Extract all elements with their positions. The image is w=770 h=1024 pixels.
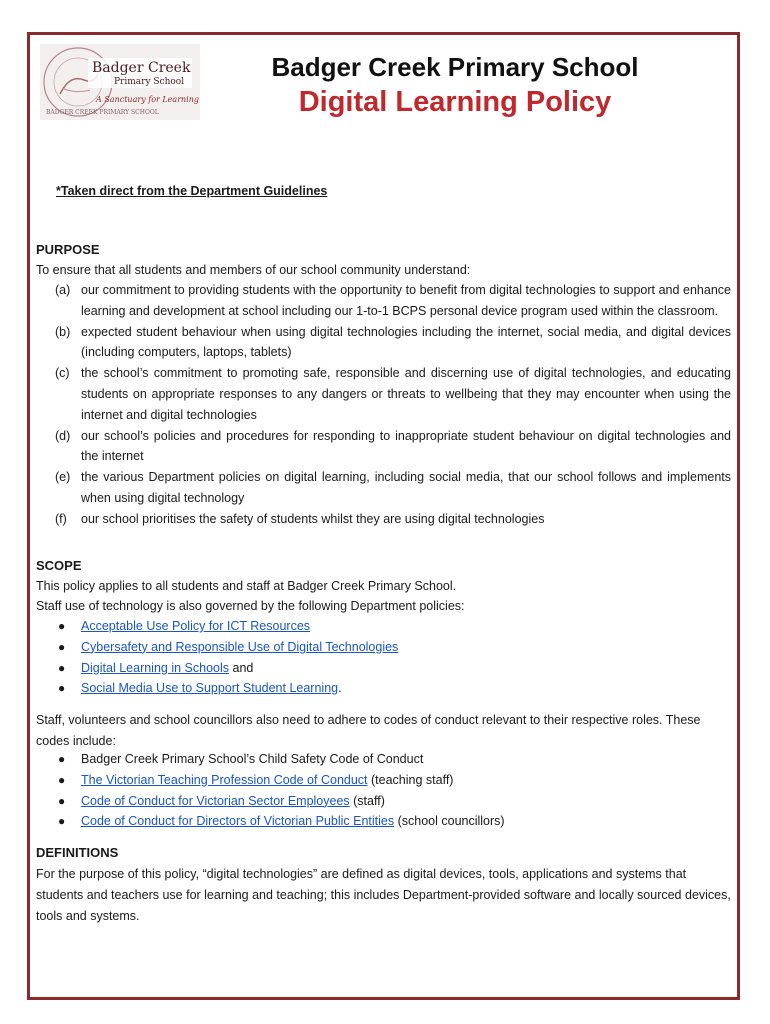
logo-tagline: A Sanctuary for Learning xyxy=(96,95,199,104)
policy-title: Digital Learning Policy xyxy=(298,86,612,118)
code-of-conduct-item xyxy=(36,811,731,832)
item-suffix: and xyxy=(229,660,254,675)
purpose-item-text: our school prioritises the safety of students whilst they are using digital technologies xyxy=(81,511,545,526)
department-policy-item xyxy=(36,678,731,699)
codes-intro: Staff, volunteers and school councillors also need to adhere to codes of conduct relevant to their respective roles. These codes include: xyxy=(36,713,701,748)
logo-name-line1: Badger Creek xyxy=(92,60,191,76)
definitions-heading: DEFINITIONS xyxy=(36,845,119,860)
code-of-conduct-item xyxy=(36,791,731,812)
purpose-heading: PURPOSE xyxy=(36,242,100,257)
item-suffix: (teaching staff) xyxy=(367,772,454,787)
scope-heading: SCOPE xyxy=(36,558,82,573)
bullet-icon: ● xyxy=(58,772,66,787)
definitions-text: For the purpose of this policy, “digital technologies” are defined as digital devices, tools, applications and systems that students and teachers use for learning and teaching; this includes Department-provided software and locally sourced devices, tools and systems. xyxy=(36,867,731,923)
logo-ring-text: BADGER CREEK PRIMARY SCHOOL xyxy=(46,109,159,116)
policy-link[interactable]: Cybersafety and Responsible Use of Digital Technologies xyxy=(81,639,399,654)
department-policies-list xyxy=(36,616,731,699)
purpose-item-marker: (f) xyxy=(55,511,67,526)
purpose-item-text: our commitment to providing students with the opportunity to benefit from digital technologies to support and enhance learning and development at school including our 1-to-1 BCPS personal device program used within the classroom. xyxy=(81,283,731,318)
purpose-item-text: the school’s commitment to promoting safe, responsible and discerning use of digital technologies, and educating students on appropriate responses to any dangers or threats to wellbeing that they may encounter when using the internet and digital technologies xyxy=(81,366,731,422)
scope-line1: This policy applies to all students and staff at Badger Creek Primary School. xyxy=(36,579,457,593)
policy-link[interactable]: Social Media Use to Support Student Learning xyxy=(81,681,339,696)
code-text: Badger Creek Primary School’s Child Safety Code of Conduct xyxy=(81,752,424,766)
purpose-intro: To ensure that all students and members of our school community understand: xyxy=(36,263,471,277)
bullet-icon: ● xyxy=(58,660,66,675)
purpose-item xyxy=(36,426,731,468)
purpose-item xyxy=(36,322,731,364)
bullet-icon: ● xyxy=(58,752,66,766)
purpose-item-marker: (b) xyxy=(55,324,71,339)
bullet-icon: ● xyxy=(58,681,66,696)
purpose-item-marker: (e) xyxy=(55,470,71,485)
policy-link[interactable]: Code of Conduct for Directors of Victorian Public Entities xyxy=(81,814,395,829)
item-suffix: . xyxy=(338,681,342,696)
purpose-item-text: expected student behaviour when using digital technologies including the internet, social media, and digital devices (including computers, laptops, tablets) xyxy=(81,324,731,360)
code-of-conduct-item xyxy=(36,770,731,791)
department-policy-item xyxy=(36,637,731,658)
purpose-item-marker: (a) xyxy=(55,283,71,297)
purpose-item xyxy=(36,280,731,322)
school-logo xyxy=(40,44,200,120)
item-suffix: (staff) xyxy=(349,793,385,808)
bullet-icon: ● xyxy=(58,639,66,654)
scope-line2: Staff use of technology is also governed by the following Department policies: xyxy=(36,599,465,613)
department-policy-item xyxy=(36,658,731,679)
purpose-list xyxy=(36,280,731,530)
purpose-item-marker: (c) xyxy=(55,366,70,381)
bullet-icon: ● xyxy=(58,793,66,808)
bullet-icon: ● xyxy=(58,814,66,829)
logo-name-line2: Primary School xyxy=(114,77,185,87)
purpose-item-text: the various Department policies on digital learning, including social media, that our school follows and implements when using digital technology xyxy=(81,470,731,505)
policy-link[interactable]: Acceptable Use Policy for ICT Resources xyxy=(81,619,311,633)
school-name-title: Badger Creek Primary School xyxy=(271,52,639,82)
purpose-item-text: our school’s policies and procedures for responding to inappropriate student behaviour on digital technologies and the internet xyxy=(81,428,731,464)
item-suffix: (school councillors) xyxy=(394,814,505,829)
policy-link[interactable]: Digital Learning in Schools xyxy=(81,660,230,675)
purpose-item-marker: (d) xyxy=(55,428,71,443)
purpose-item xyxy=(36,509,731,530)
codes-of-conduct-list xyxy=(36,749,731,832)
policy-link[interactable]: Code of Conduct for Victorian Sector Employees xyxy=(81,793,350,808)
bullet-icon: ● xyxy=(58,619,66,633)
purpose-item xyxy=(36,467,731,509)
policy-link[interactable]: The Victorian Teaching Profession Code of Conduct xyxy=(81,772,368,787)
purpose-item xyxy=(36,363,731,425)
source-note: *Taken direct from the Department Guidelines xyxy=(56,184,328,198)
department-policy-item xyxy=(36,616,731,637)
code-of-conduct-item xyxy=(36,749,731,770)
